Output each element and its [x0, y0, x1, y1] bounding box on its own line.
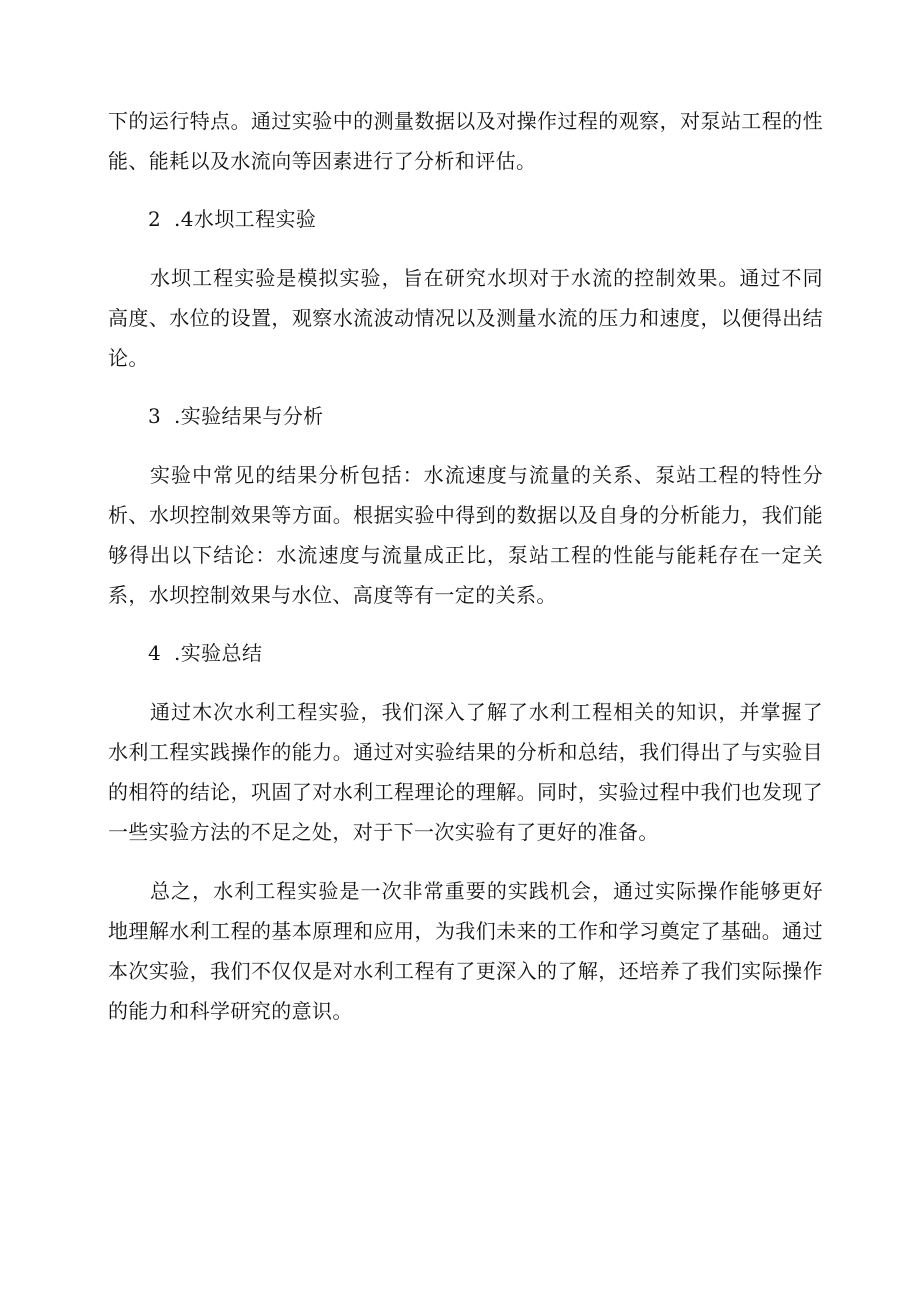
- document-body: [108, 101, 823, 1031]
- section-number: 4: [148, 641, 162, 665]
- section-heading-dam-experiment: [108, 199, 823, 239]
- paragraph-dam-experiment: 水坝工程实验是模拟实验，旨在研究水坝对于水流的控制效果。通过不同高度、水位的设置，观察水流波动情况以及测量水流的压力和速度，以便得出结论。: [108, 266, 823, 370]
- section-title: .4水坝工程实验: [174, 207, 317, 231]
- section-heading-results-analysis: [108, 396, 823, 436]
- section-number: 3: [148, 404, 162, 428]
- section-heading-summary: [108, 633, 823, 673]
- section-title: .实验总结: [174, 641, 263, 665]
- paragraph-pump-station-summary: 下的运行特点。通过实验中的测量数据以及对操作过程的观察，对泵站工程的性能、能耗以及水流向等因素进行了分析和评估。: [108, 109, 823, 173]
- paragraph-results-analysis: 实验中常见的结果分析包括：水流速度与流量的关系、泵站工程的特性分析、水坝控制效果等方面。根据实验中得到的数据以及自身的分析能力，我们能够得出以下结论：水流速度与流量成正比，泵站工程的性能与能耗存在一定关系，水坝控制效果与水位、高度等有一定的关系。: [108, 463, 823, 607]
- section-number: 2: [148, 207, 162, 231]
- paragraph-conclusion: 总之，水利工程实验是一次非常重要的实践机会，通过实际操作能够更好地理解水利工程的基本原理和应用，为我们未来的工作和学习奠定了基础。通过本次实验，我们不仅仅是对水利工程有了更深入的了解，还培养了我们实际操作的能力和科学研究的意识。: [108, 879, 823, 1023]
- paragraph-experiment-summary: 通过木次水利工程实验，我们深入了解了水利工程相关的知识，并掌握了水利工程实践操作的能力。通过对实验结果的分析和总结，我们得出了与实验目的相符的结论，巩固了对水利工程理论的理解。同时，实验过程中我们也发现了一些实验方法的不足之处，对于下一次实验有了更好的准备。: [108, 700, 823, 844]
- section-title: .实验结果与分析: [174, 404, 324, 428]
